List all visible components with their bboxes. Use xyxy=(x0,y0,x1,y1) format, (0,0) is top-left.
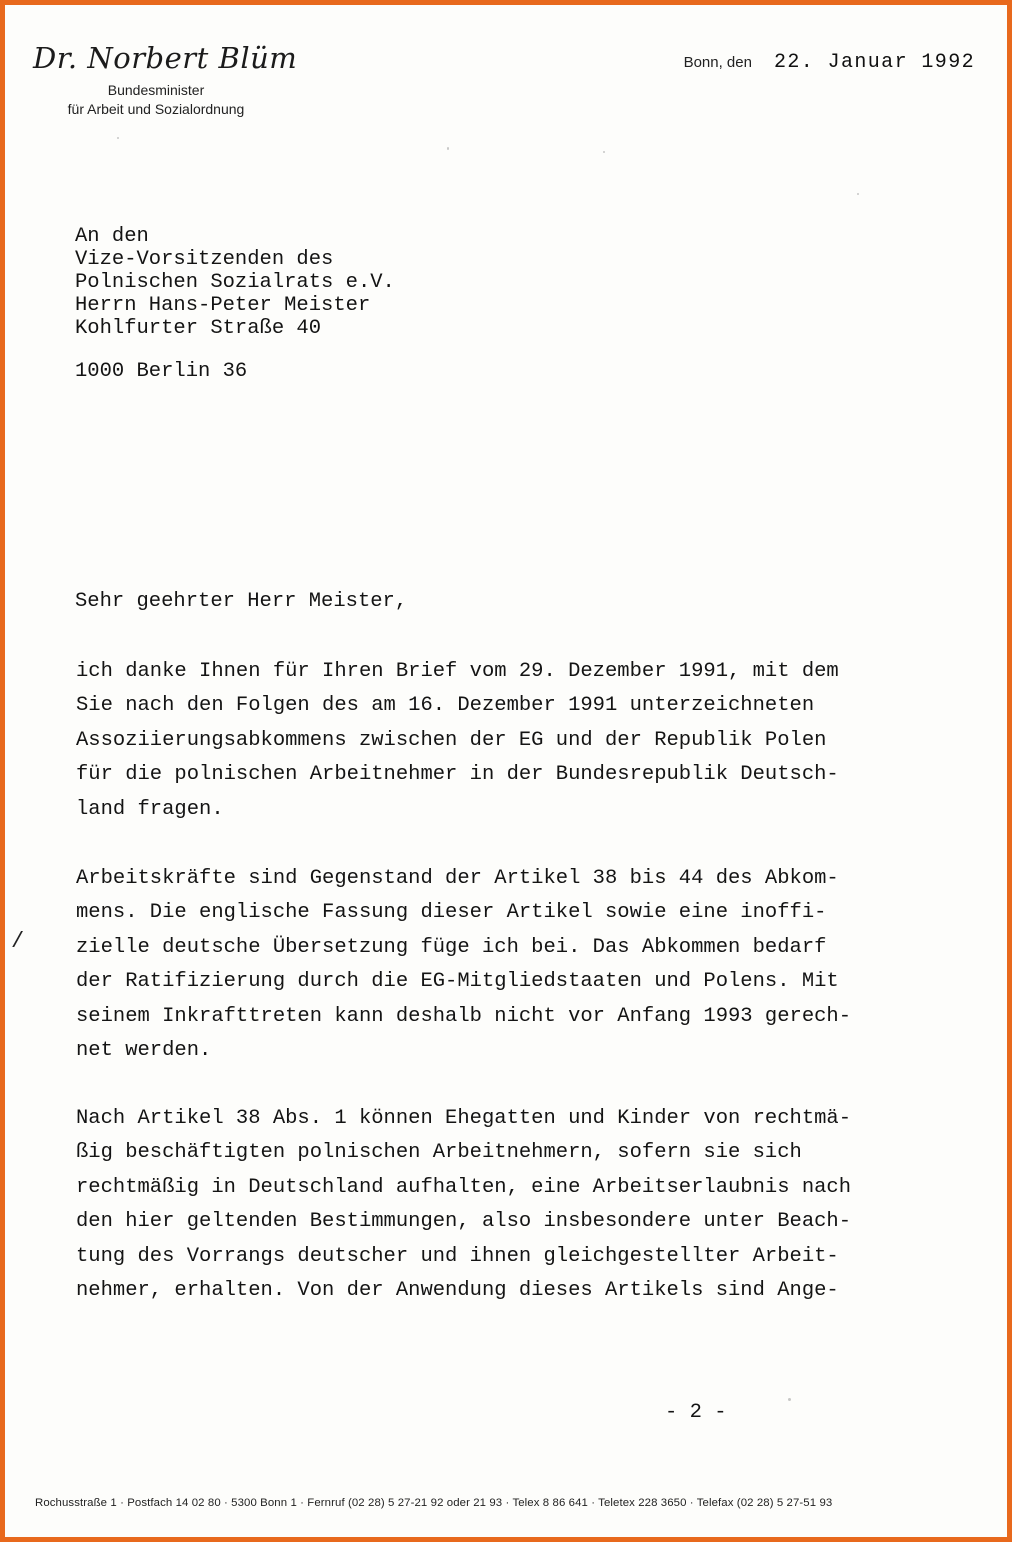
paragraph-line: für die polnischen Arbeitnehmer in der Bundesrepublik Deutsch- xyxy=(76,763,839,787)
paragraph-2 xyxy=(76,862,851,1068)
recipient-address xyxy=(75,225,395,340)
paragraph-3 xyxy=(76,1102,851,1308)
paragraph-line: ßig beschäftigten polnischen Arbeitnehmern, sofern sie sich xyxy=(76,1141,802,1165)
recipient-line: Polnischen Sozialrats e.V. xyxy=(75,271,395,294)
recipient-line: An den xyxy=(75,225,149,248)
recipient-line: Herrn Hans-Peter Meister xyxy=(75,294,371,317)
salutation: Sehr geehrter Herr Meister, xyxy=(75,590,408,613)
dateline xyxy=(684,51,975,74)
paragraph-line: mens. Die englische Fassung dieser Artikel sowie eine inoffi- xyxy=(76,901,827,925)
letterhead-footer: Rochusstraße 1 · Postfach 14 02 80 · 5300 Bonn 1 · Fernruf (02 28) 5 27-21 92 oder 21 93 · Telex 8 86 641 · Teletex 228 3650 · Telefax (02 28) 5 27-51 93 xyxy=(35,1497,833,1509)
paragraph-line: land fragen. xyxy=(76,797,224,821)
letterhead-title xyxy=(47,81,265,119)
paragraph-line: der Ratifizierung durch die EG-Mitgliedstaaten und Polens. Mit xyxy=(76,970,839,994)
paragraph-line: net werden. xyxy=(76,1039,212,1063)
letterhead-signature: Dr. Norbert Blüm xyxy=(33,41,298,75)
recipient-line: Kohlfurter Straße 40 xyxy=(75,317,322,340)
dateline-date: 22. Januar 1992 xyxy=(773,51,975,74)
paragraph-line: seinem Inkrafttreten kann deshalb nicht vor Anfang 1993 gerech- xyxy=(76,1004,852,1028)
scan-speck xyxy=(447,147,449,150)
scan-speck xyxy=(117,137,119,139)
paragraph-line: Arbeitskräfte sind Gegenstand der Artikel 38 bis 44 des Abkom- xyxy=(76,867,839,890)
paragraph-line: den hier geltenden Bestimmungen, also insbesondere unter Beach- xyxy=(76,1210,852,1234)
page-number: - 2 - xyxy=(665,1401,727,1424)
paragraph-line: Assoziierungsabkommens zwischen der EG und der Republik Polen xyxy=(76,728,827,752)
paragraph-line: ich danke Ihnen für Ihren Brief vom 29. Dezember 1991, mit dem xyxy=(76,660,839,683)
paragraph-line: zielle deutsche Übersetzung füge ich bei. Das Abkommen bedarf xyxy=(76,935,827,959)
scan-speck xyxy=(603,151,605,153)
paragraph-1 xyxy=(76,655,839,827)
paragraph-line: nehmer, erhalten. Von der Anwendung dieses Artikels sind Ange- xyxy=(76,1279,839,1303)
recipient-line: Vize-Vorsitzenden des xyxy=(75,248,334,271)
paragraph-line: Nach Artikel 38 Abs. 1 können Ehegatten und Kinder von rechtmä- xyxy=(76,1107,852,1130)
scan-speck xyxy=(788,1398,791,1401)
letterhead-title-line: für Arbeit und Sozialordnung xyxy=(67,101,245,117)
paragraph-line: rechtmäßig in Deutschland aufhalten, eine Arbeitserlaubnis nach xyxy=(76,1175,852,1199)
scan-speck xyxy=(857,193,859,195)
paragraph-line: tung des Vorrangs deutscher und ihnen gleichgestellter Arbeit- xyxy=(76,1244,839,1268)
margin-mark: / xyxy=(11,929,25,954)
recipient-city: 1000 Berlin 36 xyxy=(75,360,248,383)
paragraph-line: Sie nach den Folgen des am 16. Dezember 1991 unterzeichneten xyxy=(76,694,815,718)
dateline-place: Bonn, den xyxy=(683,54,752,71)
letterhead-title-line: Bundesminister xyxy=(107,82,205,98)
